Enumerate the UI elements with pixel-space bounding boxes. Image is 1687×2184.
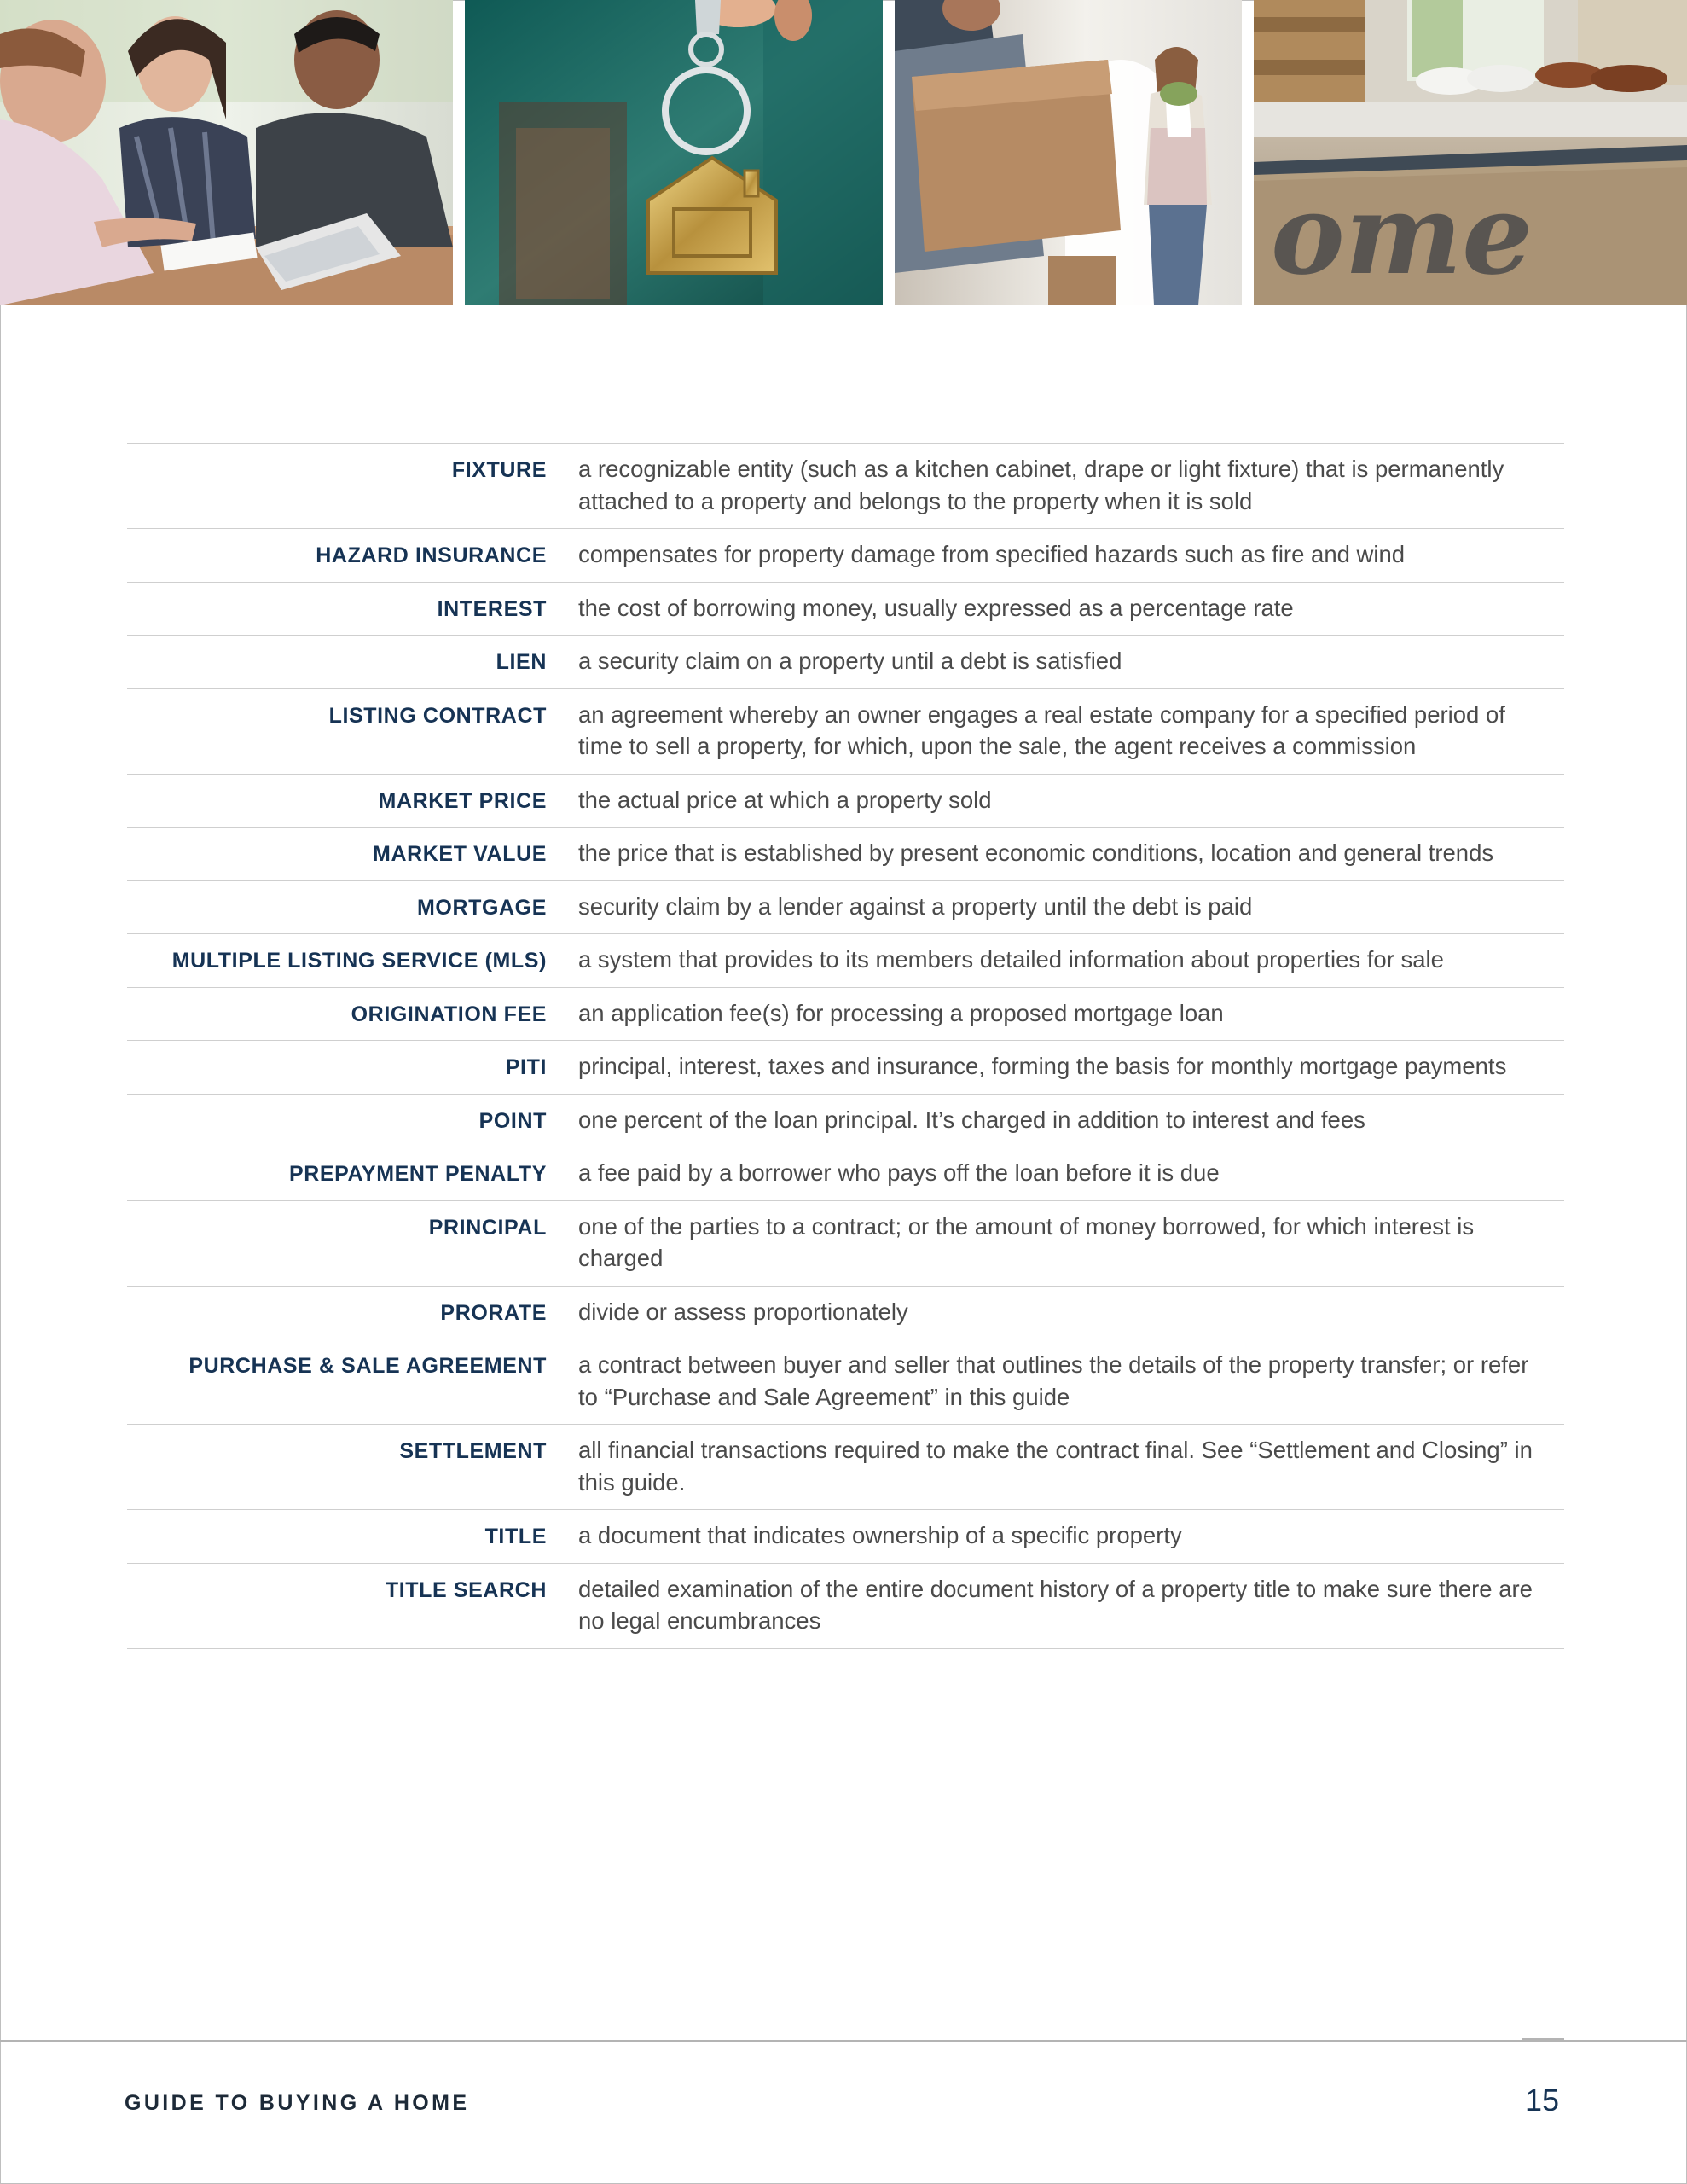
glossary-definition: an application fee(s) for processing a proposed mortgage loan — [578, 999, 1224, 1026]
glossary-definition: the price that is established by present economic conditions, location and general trends — [578, 839, 1494, 866]
photo-strip — [0, 0, 1687, 305]
glossary-row — [127, 1564, 1564, 1649]
glossary-term: POINT — [478, 1108, 547, 1133]
page-number: 15 — [1524, 2082, 1559, 2117]
glossary-row — [127, 444, 1564, 529]
glossary-row — [127, 529, 1564, 583]
glossary-term: HAZARD INSURANCE — [316, 543, 547, 567]
glossary-row — [127, 1510, 1564, 1564]
glossary-definition: a contract between buyer and seller that outlines the details of the property transfer; or refer to “Purchase and Sale Agreement” in this guide — [578, 1351, 1529, 1410]
glossary-row — [127, 934, 1564, 988]
glossary-row — [127, 1287, 1564, 1340]
glossary-term: LISTING CONTRACT — [328, 703, 547, 728]
glossary-row — [127, 1095, 1564, 1148]
glossary-term: MULTIPLE LISTING SERVICE (MLS) — [171, 949, 547, 973]
glossary-term: MARKET PRICE — [378, 788, 547, 813]
footer-tab-mark — [1522, 2038, 1564, 2042]
glossary-row — [127, 1425, 1564, 1510]
glossary-term: PREPAYMENT PENALTY — [288, 1162, 547, 1186]
glossary-row — [127, 828, 1564, 881]
glossary-row — [127, 1041, 1564, 1095]
glossary-row — [127, 1201, 1564, 1287]
glossary-row — [127, 881, 1564, 935]
glossary-term: TITLE SEARCH — [385, 1577, 547, 1602]
glossary-definition: a recognizable entity (such as a kitchen cabinet, drape or light fixture) that is permanently attached to a property and belongs to the property when it is sold — [578, 456, 1504, 514]
glossary-definition: the actual price at which a property sold — [578, 786, 992, 813]
glossary-definition: a system that provides to its members detailed information about properties for sale — [578, 946, 1444, 973]
glossary-definition: security claim by a lender against a property until the debt is paid — [578, 892, 1253, 920]
doormat-photo — [1254, 0, 1687, 305]
glossary-term: PURCHASE & SALE AGREEMENT — [188, 1354, 547, 1378]
glossary-term: INTEREST — [437, 596, 547, 621]
glossary-row — [127, 583, 1564, 636]
glossary-definition: divide or assess proportionately — [578, 1298, 908, 1325]
glossary-term: SETTLEMENT — [399, 1439, 547, 1463]
glossary-row — [127, 1147, 1564, 1201]
glossary-definition: all financial transactions required to make the contract final. See “Settlement and Closing” in this guide. — [578, 1437, 1533, 1496]
glossary-definition: a security claim on a property until a debt is satisfied — [578, 648, 1122, 674]
glossary-term: PRINCIPAL — [428, 1215, 547, 1240]
glossary-definition: principal, interest, taxes and insurance, forming the basis for monthly mortgage payments — [578, 1053, 1507, 1079]
footer-divider — [0, 2040, 1687, 2042]
glossary-definition: the cost of borrowing money, usually expressed as a percentage rate — [578, 594, 1294, 621]
glossary-term: PRORATE — [440, 1300, 547, 1325]
footer-title: GUIDE TO BUYING A HOME — [125, 2091, 470, 2115]
glossary-definition: one of the parties to a contract; or the amount of money borrowed, for which interest is charged — [578, 1212, 1475, 1271]
key-photo — [465, 0, 883, 305]
glossary-term: MARKET VALUE — [373, 842, 547, 866]
glossary-definition: detailed examination of the entire document history of a property title to make sure there are no legal encumbrances — [578, 1575, 1533, 1634]
glossary-term: PITI — [505, 1055, 547, 1079]
glossary-row — [127, 988, 1564, 1042]
glossary-definition: a fee paid by a borrower who pays off the loan before it is due — [578, 1159, 1220, 1186]
glossary-row — [127, 775, 1564, 828]
people-photo — [0, 0, 453, 305]
moving-photo — [895, 0, 1242, 305]
glossary-term: FIXTURE — [451, 458, 547, 482]
glossary-term: MORTGAGE — [416, 895, 547, 920]
glossary-term: TITLE — [484, 1525, 547, 1548]
glossary-term: ORIGINATION FEE — [351, 1002, 547, 1026]
glossary-row — [127, 689, 1564, 775]
glossary-definition: one percent of the loan principal. It’s charged in addition to interest and fees — [578, 1106, 1365, 1133]
glossary-definition: a document that indicates ownership of a specific property — [578, 1522, 1182, 1548]
glossary-row — [127, 1339, 1564, 1425]
glossary-term: LIEN — [496, 650, 547, 674]
doormat-lettering: ome — [1271, 169, 1533, 299]
glossary-definition: an agreement whereby an owner engages a real estate company for a specified period of time to sell a property, for which, upon the sale, the agent receives a commission — [578, 700, 1505, 759]
glossary-table — [127, 443, 1564, 1649]
glossary-row — [127, 636, 1564, 689]
glossary-definition: compensates for property damage from specified hazards such as fire and wind — [578, 541, 1406, 567]
